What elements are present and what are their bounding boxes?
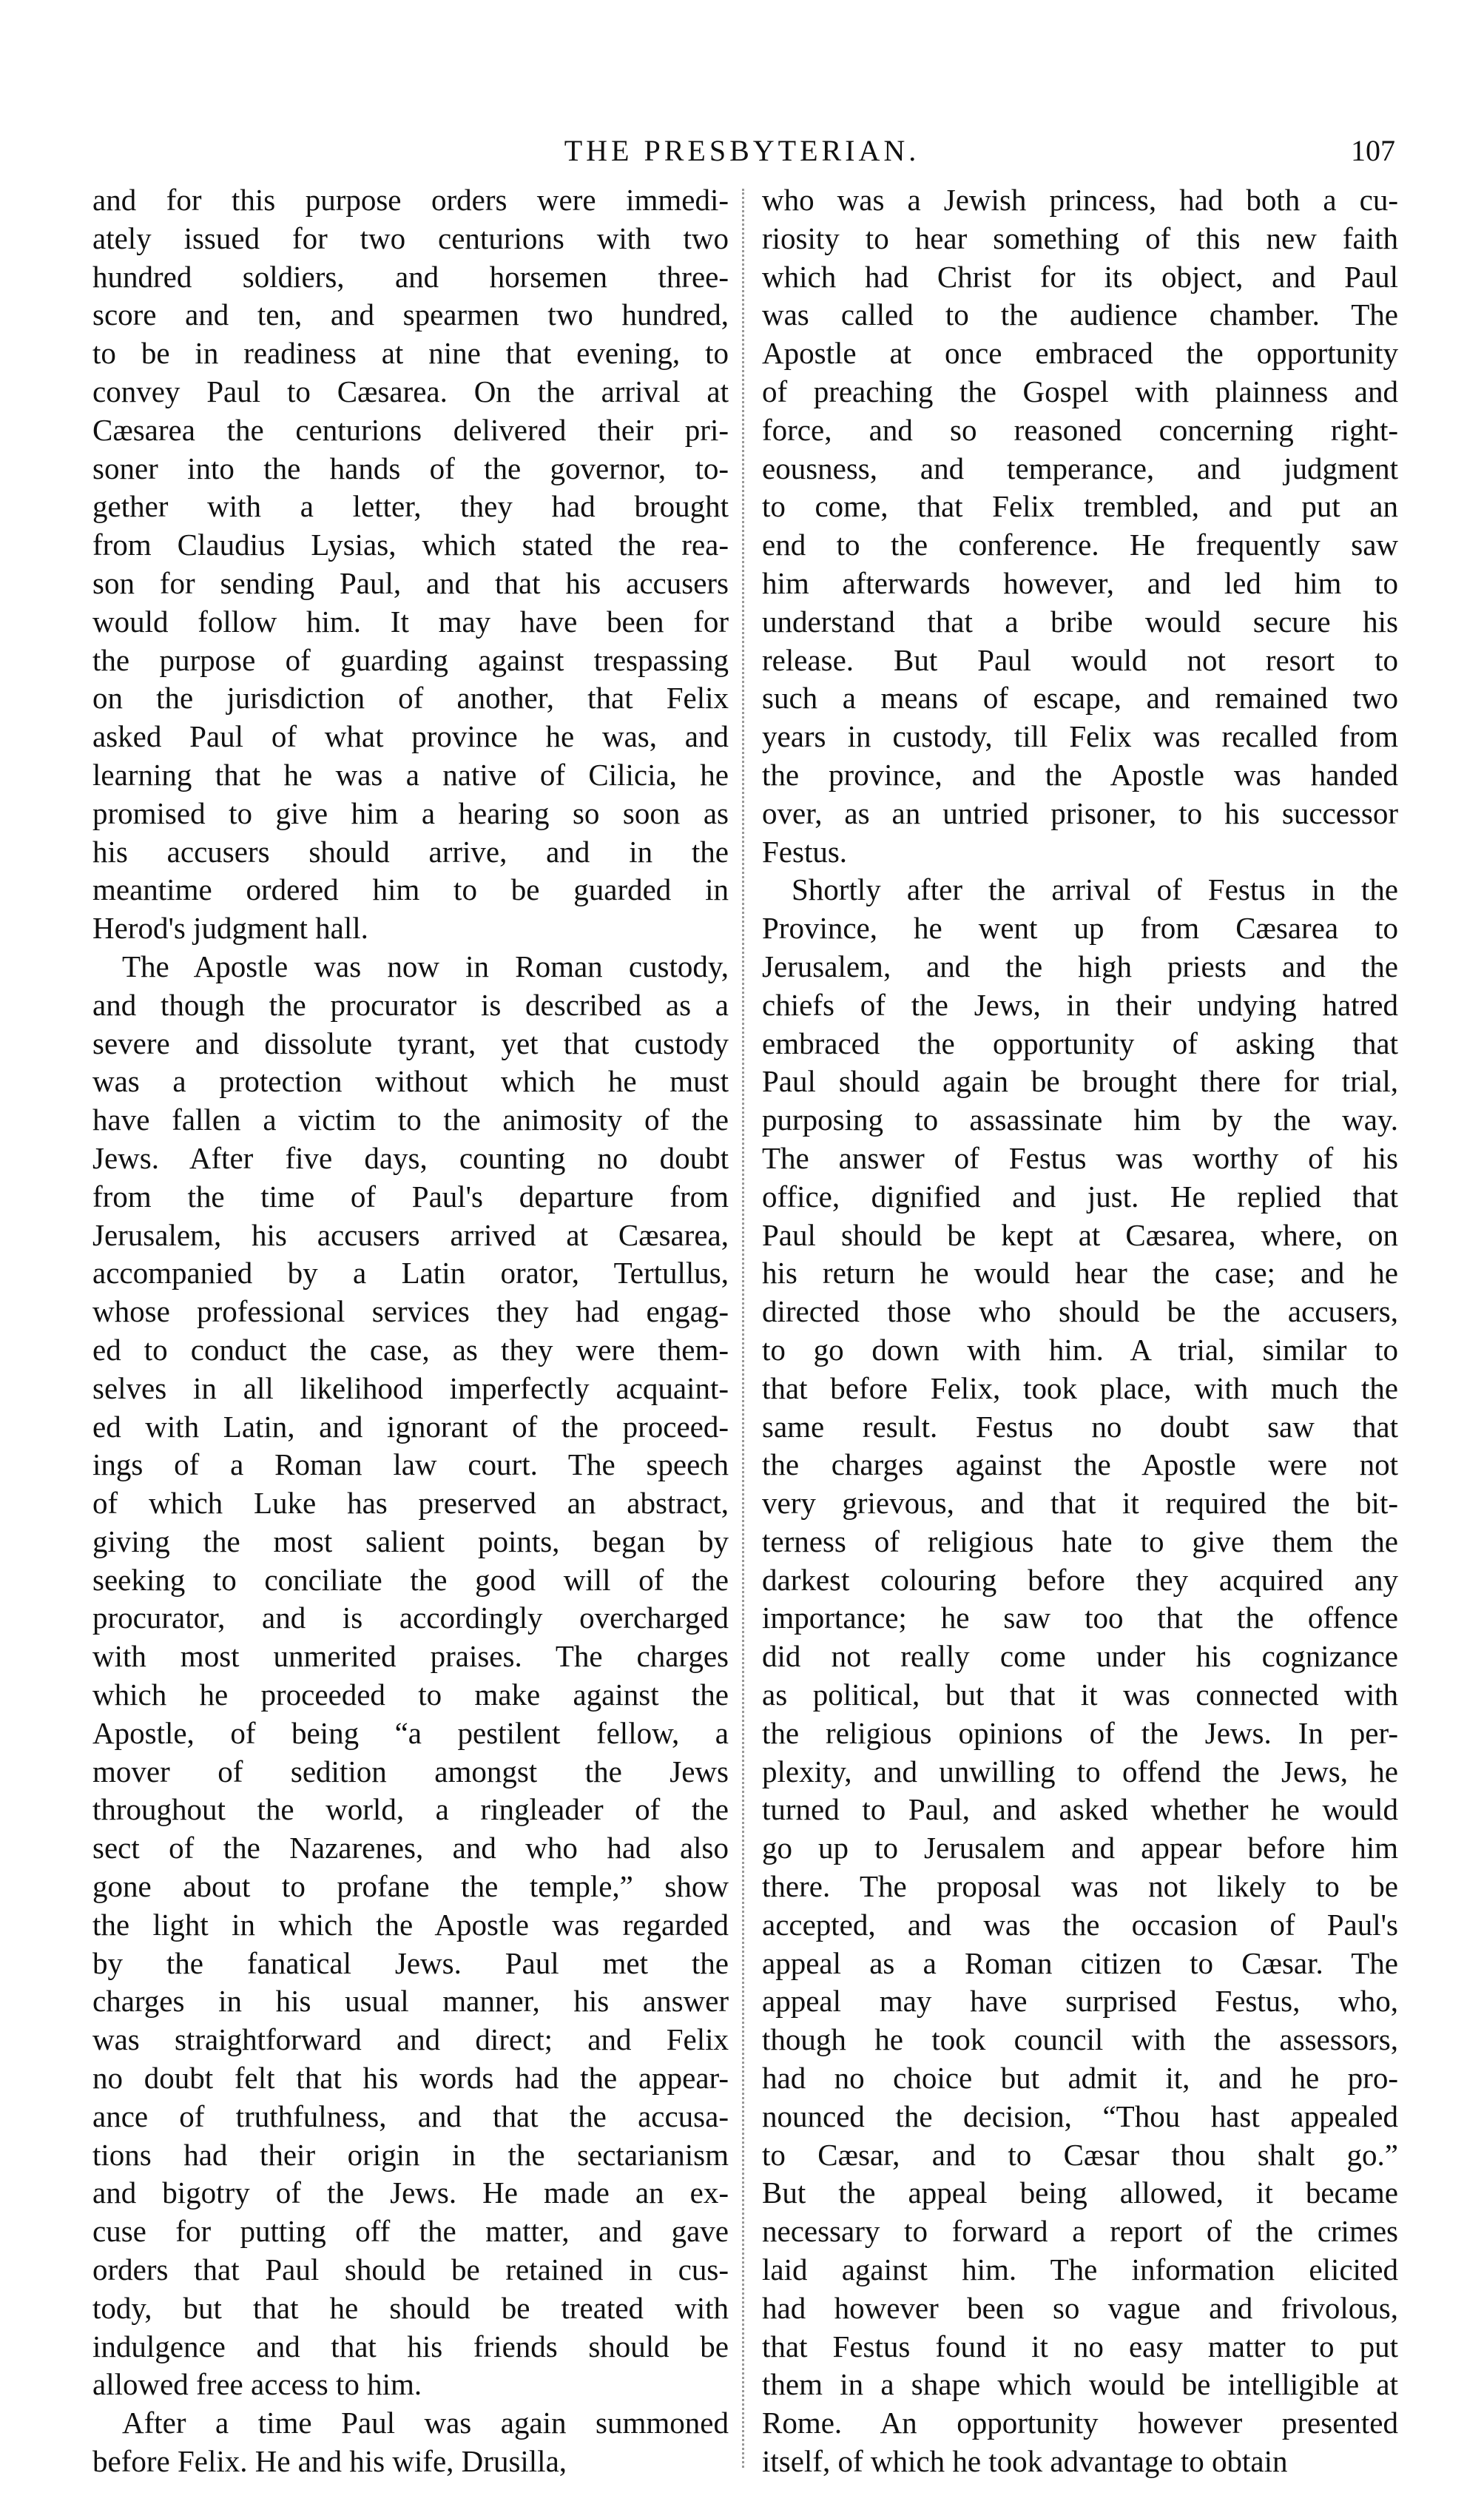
text-line: was a protection without which he must: [92, 1064, 729, 1099]
text-line: and though the procurator is described as a: [92, 987, 729, 1022]
text-line: Shortly after the arrival of Festus in the: [792, 872, 1398, 907]
text-line: cuse for putting off the matter, and gave: [92, 2214, 729, 2249]
text-line: directed those who should be the accusers,: [762, 1294, 1398, 1329]
text-line: plexity, and unwilling to offend the Jews, he: [762, 1754, 1398, 1788]
text-line: After a time Paul was again summoned: [122, 2406, 729, 2440]
text-line: go up to Jerusalem and appear before him: [762, 1831, 1398, 1865]
text-line: Apostle, of being “a pestilent fellow, a: [92, 1715, 729, 1750]
text-line: Jerusalem, and the high priests and the: [762, 949, 1398, 983]
text-line: mover of sedition amongst the Jews: [92, 1754, 729, 1788]
text-line: Paul should again be brought there for trial,: [762, 1064, 1398, 1099]
text-line: to go down with him. A trial, similar to: [762, 1332, 1398, 1367]
text-line: hundred soldiers, and horsemen three-: [92, 259, 729, 294]
text-line: force, and so reasoned concerning right-: [762, 412, 1398, 447]
text-line: But the appeal being allowed, it became: [762, 2175, 1398, 2210]
text-line: that before Felix, took place, with much the: [762, 1370, 1398, 1405]
text-line: promised to give him a hearing so soon as: [92, 795, 729, 830]
text-line: from Claudius Lysias, which stated the rea-: [92, 528, 729, 562]
text-line: ance of truthfulness, and that the accusa-: [92, 2099, 729, 2133]
text-line: ings of a Roman law court. The speech: [92, 1447, 729, 1482]
text-line: The Apostle was now in Roman custody,: [122, 949, 729, 983]
text-line: son for sending Paul, and that his accusers: [92, 565, 729, 600]
text-line: end to the conference. He frequently saw: [762, 528, 1398, 562]
text-line: Herod's judgment hall.: [92, 911, 368, 946]
text-line: gone about to profane the temple,” show: [92, 1869, 729, 1904]
text-line: which had Christ for its object, and Paul: [762, 259, 1398, 294]
left-text-column: [92, 181, 729, 2481]
text-line: turned to Paul, and asked whether he would: [762, 1792, 1398, 1827]
text-line: appeal may have surprised Festus, who,: [762, 1984, 1398, 2019]
text-line: tody, but that he should be treated with: [92, 2290, 729, 2325]
text-line: terness of religious hate to give them the: [762, 1524, 1398, 1558]
text-line: indulgence and that his friends should be: [92, 2329, 729, 2363]
text-line: no doubt felt that his words had the appear-: [92, 2061, 729, 2096]
text-line: giving the most salient points, began by: [92, 1524, 729, 1558]
text-line: appeal as a Roman citizen to Cæsar. The: [762, 1945, 1398, 1980]
running-header: [0, 133, 1484, 178]
text-line: itself, of which he took advantage to obtain: [762, 2444, 1288, 2479]
text-line: learning that he was a native of Cilicia, he: [92, 757, 729, 792]
text-line: over, as an untried prisoner, to his successor: [762, 795, 1398, 830]
text-line: embraced the opportunity of asking that: [762, 1026, 1398, 1060]
text-line: Province, he went up from Cæsarea to: [762, 911, 1398, 946]
text-line: release. But Paul would not resort to: [762, 642, 1398, 677]
text-line: office, dignified and just. He replied that: [762, 1179, 1398, 1214]
text-line: the province, and the Apostle was handed: [762, 757, 1398, 792]
text-line: to come, that Felix trembled, and put an: [762, 489, 1398, 524]
text-line: orders that Paul should be retained in cus-: [92, 2252, 729, 2287]
text-line: importance; he saw too that the offence: [762, 1601, 1398, 1635]
text-line: The answer of Festus was worthy of his: [762, 1140, 1398, 1175]
text-line: necessary to forward a report of the crimes: [762, 2214, 1398, 2249]
text-line: of which Luke has preserved an abstract,: [92, 1486, 729, 1521]
text-line: laid against him. The information elicited: [762, 2252, 1398, 2287]
text-line: procurator, and is accordingly overcharged: [92, 1601, 729, 1635]
text-line: accompanied by a Latin orator, Tertullus,: [92, 1256, 729, 1290]
text-line: Festus.: [762, 834, 848, 869]
text-line: understand that a bribe would secure his: [762, 604, 1398, 639]
text-line: severe and dissolute tyrant, yet that custody: [92, 1026, 729, 1060]
text-line: meantime ordered him to be guarded in: [92, 872, 729, 907]
text-line: ed to conduct the case, as they were them-: [92, 1332, 729, 1367]
text-line: sect of the Nazarenes, and who had also: [92, 1831, 729, 1865]
text-line: eousness, and temperance, and judgment: [762, 451, 1398, 485]
text-line: such a means of escape, and remained two: [762, 681, 1398, 716]
text-line: by the fanatical Jews. Paul met the: [92, 1945, 729, 1980]
text-line: seeking to conciliate the good will of the: [92, 1562, 729, 1597]
text-line: Jews. After five days, counting no doubt: [92, 1140, 729, 1175]
text-line: allowed free access to him.: [92, 2367, 422, 2402]
text-line: Cæsarea the centurions delivered their pri-: [92, 412, 729, 447]
page-number: 107: [1351, 134, 1395, 167]
text-line: to Cæsar, and to Cæsar thou shalt go.”: [762, 2137, 1398, 2172]
text-line: was called to the audience chamber. The: [762, 297, 1398, 332]
text-line: nounced the decision, “Thou hast appealed: [762, 2099, 1398, 2133]
text-line: score and ten, and spearmen two hundred,: [92, 297, 729, 332]
text-line: soner into the hands of the governor, to-: [92, 451, 729, 485]
text-line: charges in his usual manner, his answer: [92, 1984, 729, 2019]
text-line: riosity to hear something of this new faith: [762, 221, 1398, 255]
text-line: ed with Latin, and ignorant of the proceed-: [92, 1409, 729, 1444]
text-line: that Festus found it no easy matter to put: [762, 2329, 1398, 2363]
text-line: very grievous, and that it required the bit-: [762, 1486, 1398, 1521]
text-line: Rome. An opportunity however presented: [762, 2406, 1398, 2440]
right-text-column: [762, 181, 1398, 2481]
text-line: years in custody, till Felix was recalled from: [762, 719, 1398, 754]
text-line: asked Paul of what province he was, and: [92, 719, 729, 754]
text-line: Jerusalem, his accusers arrived at Cæsarea,: [92, 1217, 729, 1252]
text-line: who was a Jewish princess, had both a cu-: [762, 183, 1398, 217]
text-line: him afterwards however, and led him to: [762, 565, 1398, 600]
text-line: purposing to assassinate him by the way.: [762, 1103, 1398, 1137]
text-line: had no choice but admit it, and he pro-: [762, 2061, 1398, 2096]
text-line: with most unmerited praises. The charges: [92, 1639, 729, 1674]
text-line: and for this purpose orders were immedi-: [92, 183, 729, 217]
journal-title: THE PRESBYTERIAN.: [564, 134, 920, 167]
text-line: the light in which the Apostle was regarded: [92, 1907, 729, 1942]
text-line: Paul should be kept at Cæsarea, where, on: [762, 1217, 1398, 1252]
text-line: his return he would hear the case; and he: [762, 1256, 1398, 1290]
text-line: would follow him. It may have been for: [92, 604, 729, 639]
text-line: to be in readiness at nine that evening, to: [92, 336, 729, 371]
text-line: his accusers should arrive, and in the: [92, 834, 729, 869]
text-line: darkest colouring before they acquired any: [762, 1562, 1398, 1597]
text-line: chiefs of the Jews, in their undying hatred: [762, 987, 1398, 1022]
text-line: convey Paul to Cæsarea. On the arrival at: [92, 374, 729, 408]
text-line: had however been so vague and frivolous,: [762, 2290, 1398, 2325]
text-line: was straightforward and direct; and Felix: [92, 2022, 729, 2057]
text-line: ately issued for two centurions with two: [92, 221, 729, 255]
text-line: tions had their origin in the sectarianism: [92, 2137, 729, 2172]
text-line: throughout the world, a ringleader of the: [92, 1792, 729, 1827]
text-line: gether with a letter, they had brought: [92, 489, 729, 524]
text-line: though he took council with the assessors,: [762, 2022, 1398, 2057]
text-line: as political, but that it was connected with: [762, 1677, 1398, 1712]
text-line: which he proceeded to make against the: [92, 1677, 729, 1712]
text-line: selves in all likelihood imperfectly acquaint-: [92, 1370, 729, 1405]
text-line: Apostle at once embraced the opportunity: [762, 336, 1398, 371]
text-line: of preaching the Gospel with plainness and: [762, 374, 1398, 408]
text-line: accepted, and was the occasion of Paul's: [762, 1907, 1398, 1942]
text-line: on the jurisdiction of another, that Felix: [92, 681, 729, 716]
text-line: the charges against the Apostle were not: [762, 1447, 1398, 1482]
text-line: did not really come under his cognizance: [762, 1639, 1398, 1674]
text-line: the religious opinions of the Jews. In per-: [762, 1715, 1398, 1750]
text-line: before Felix. He and his wife, Drusilla,: [92, 2444, 567, 2479]
text-line: there. The proposal was not likely to be: [762, 1869, 1398, 1904]
text-line: the purpose of guarding against trespassing: [92, 642, 729, 677]
text-line: same result. Festus no doubt saw that: [762, 1409, 1398, 1444]
text-line: have fallen a victim to the animosity of the: [92, 1103, 729, 1137]
column-divider: [742, 189, 744, 2468]
text-line: and bigotry of the Jews. He made an ex-: [92, 2175, 729, 2210]
text-line: whose professional services they had engag-: [92, 1294, 729, 1329]
text-line: them in a shape which would be intelligible at: [762, 2367, 1398, 2402]
text-line: from the time of Paul's departure from: [92, 1179, 729, 1214]
